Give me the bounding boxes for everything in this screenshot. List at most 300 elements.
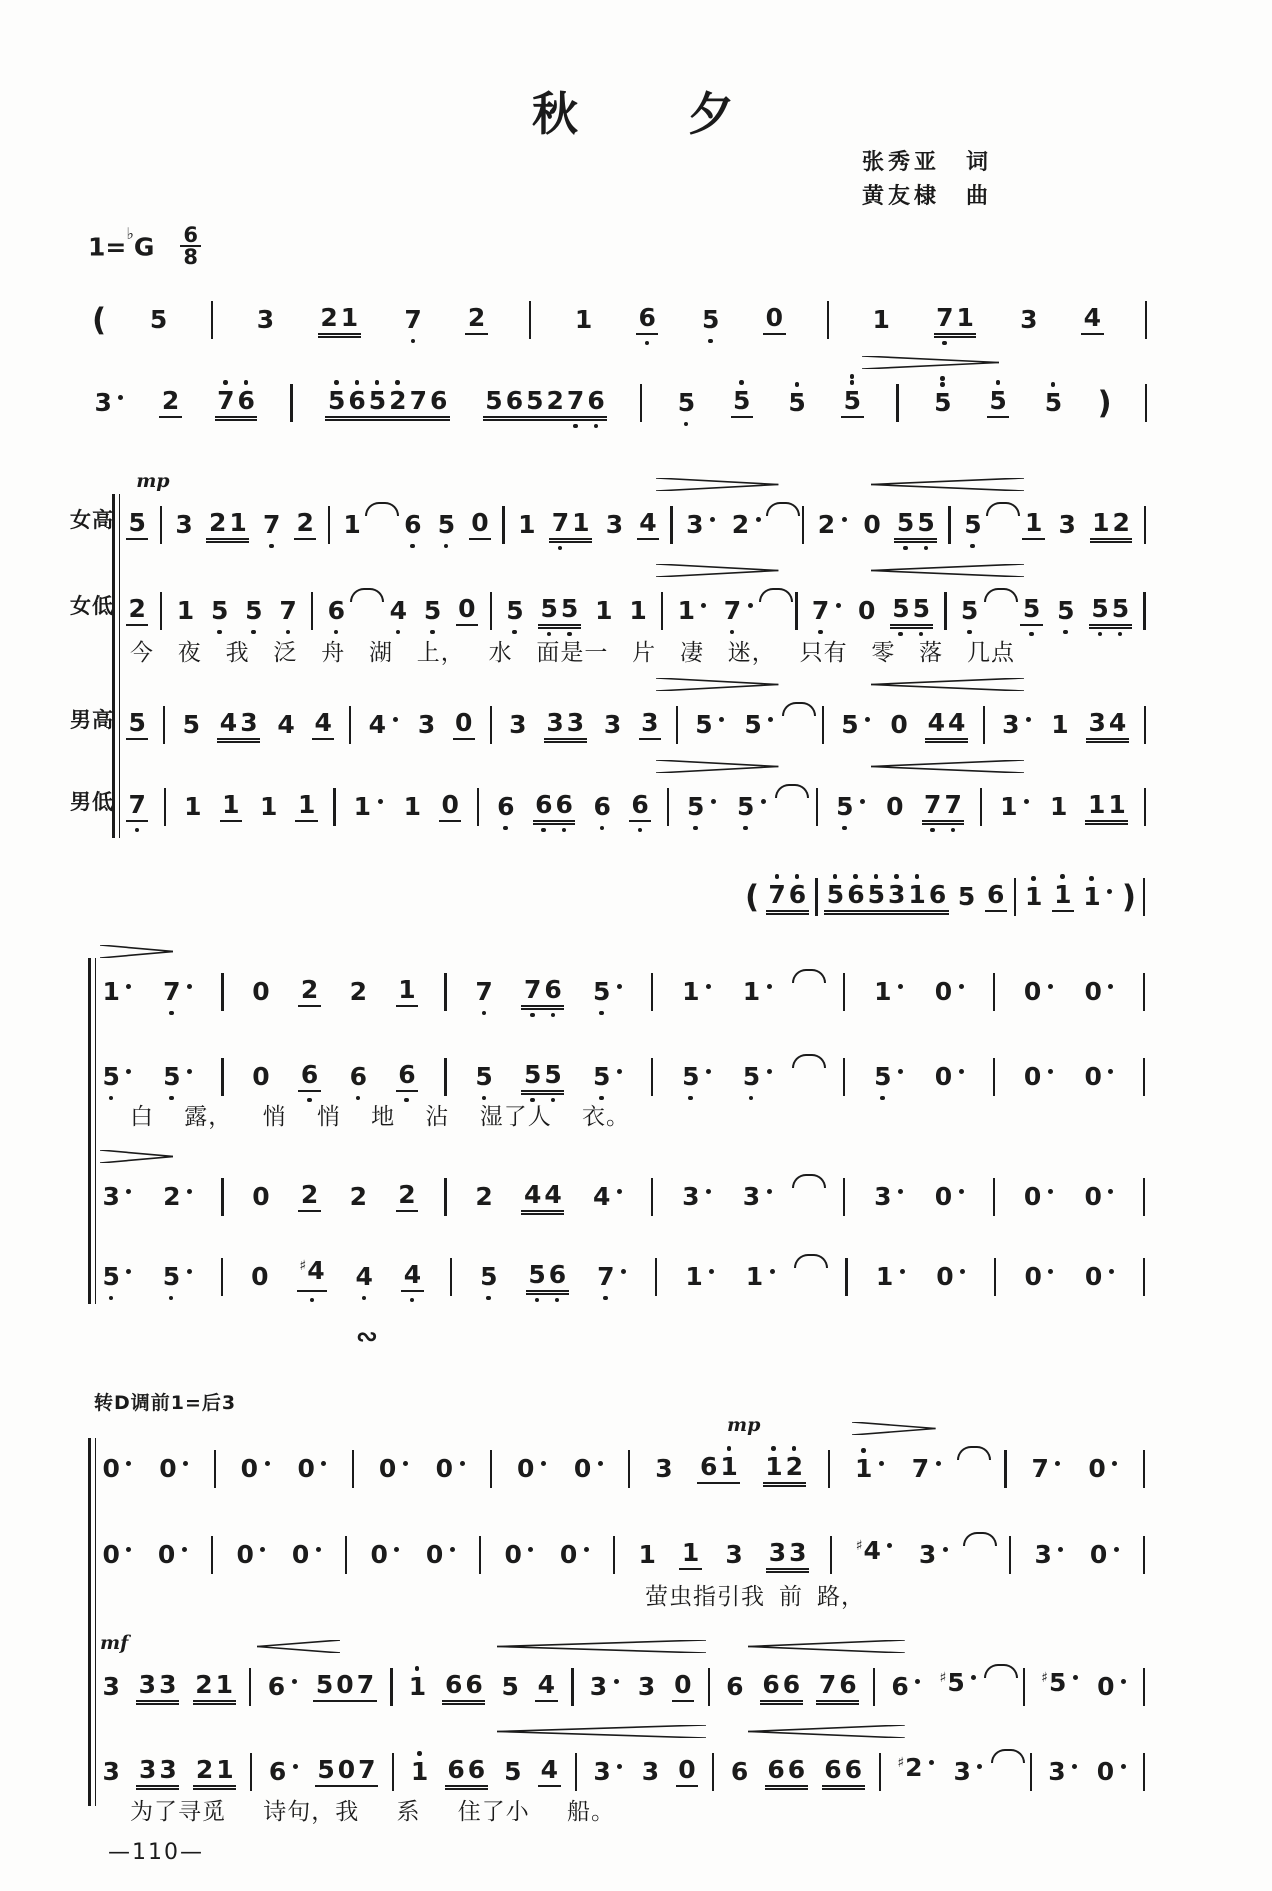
note-digit: 1 [353,792,372,821]
augmentation-dot [898,984,903,989]
barline [843,973,845,1011]
tie-arc [759,588,793,602]
barline [502,506,504,544]
lyric-syllable: 萤虫指引我 [645,1584,765,1610]
note-digit: 1 [574,305,593,334]
note-digit: 5 [895,508,915,538]
octave-dot-below [551,1013,556,1018]
note-digit: 5 [681,1062,701,1092]
note-digit: 4 [927,708,945,737]
note-digit: 5 [539,594,559,624]
tie-arc [984,588,1018,602]
decrescendo-hairpin [100,945,173,958]
barline [980,788,982,826]
barline [655,1258,657,1296]
note-group [932,977,966,1007]
note-digit: 6 [429,386,448,415]
note-group [516,510,538,540]
double-beam [521,1213,564,1215]
tenor-line [126,700,1146,740]
note-group [456,594,478,626]
barline [1144,506,1146,544]
barline [708,1668,710,1706]
note-digit: 1 [409,1757,429,1787]
octave-dot-above [415,1666,420,1671]
note-group [557,1540,591,1570]
note-digit: 5 [559,594,579,624]
note-group [962,510,984,540]
note-digit: 6 [824,1755,842,1784]
note-group [396,1180,418,1212]
note-digit: 0 [1084,1182,1102,1211]
octave-dot-above [1089,876,1094,881]
voice-label-alto: 女低 [70,594,114,618]
sharp-icon: ♯ [897,1755,905,1771]
note-digit: 0 [559,1540,578,1569]
note-group [445,1755,488,1787]
note-digit: 1 [719,1452,739,1482]
meter-numerator: 6 [180,225,201,247]
note-group [853,1536,895,1570]
lyric-syllable: 白 [130,1104,154,1130]
note-digit: 5 [741,1062,761,1092]
double-beam [922,823,965,825]
barline [164,788,166,826]
note-digit: 5 [959,596,979,626]
octave-dot-below [600,826,605,831]
double-beam [526,1293,569,1295]
note-digit: 7 [409,386,427,415]
octave-dot-above [1060,874,1065,879]
note-digit: 6 [891,1672,909,1701]
barline [815,878,817,916]
note-group [1095,1672,1129,1702]
note-group [743,1262,777,1292]
note-group [507,710,529,740]
octave-dot-below [530,1013,535,1018]
augmentation-dot [1108,984,1113,989]
note-group [465,303,487,335]
note-group [1085,790,1128,822]
note-group [742,710,776,740]
note-group [402,305,424,335]
augmentation-dot [1048,984,1053,989]
octave-dot-above [334,380,339,385]
augmentation-dot [1114,1547,1119,1552]
octave-dot-below [942,341,947,346]
note-digit: 2 [546,386,564,415]
double-beam [193,1703,236,1705]
note-digit: 5 [505,596,525,626]
note-digit: 3 [641,708,659,737]
double-beam [765,1788,808,1790]
double-beam [766,1571,809,1573]
barline [816,788,818,826]
note-digit: 2 [817,510,836,539]
note-digit: 3 [1088,708,1106,737]
note-digit: 1 [102,977,120,1006]
barline [1014,878,1016,916]
barline [1144,788,1146,826]
note-group [1082,1262,1116,1292]
note-digit: 0 [435,1454,454,1483]
note-digit: 7 [278,596,298,626]
credits [862,146,1122,214]
octave-dot-below [743,826,748,831]
double-beam [934,336,977,338]
note-digit: 3 [175,510,193,539]
note-group [1056,510,1078,540]
octave-dot-below [410,1298,415,1303]
lyric-syllable: 诗句，我 [263,1799,360,1825]
lyric-syllable: 地 [371,1104,396,1130]
barline [221,973,223,1011]
note-digit: 7 [818,1670,837,1699]
note-digit: 6 [397,1060,417,1090]
note-group [439,790,461,822]
note-digit: 0 [863,510,881,539]
note-digit: 3 [94,388,112,417]
note-digit: 1 [1092,508,1110,537]
note-digit: 5 [1043,388,1063,418]
note-digit: 0 [425,1540,444,1569]
note-group [499,1672,521,1702]
octave-dot-above [850,380,855,385]
note-group [341,510,363,540]
octave-dot-below [482,1011,487,1016]
intro-line-2 [92,378,1147,421]
lyric-syllable: 泛 [273,640,298,666]
octave-dot-below [169,1296,174,1301]
note-group [298,1060,320,1092]
note-digit: 1 [1000,792,1018,821]
octave-dot-above [940,376,945,381]
barline [1023,1668,1025,1706]
double-beam [318,336,361,338]
note-digit: 0 [1084,1262,1103,1291]
note-digit: 0 [517,1454,535,1483]
note-digit: 4 [1108,708,1127,737]
double-beam [217,741,260,743]
note-digit: 3 [159,1670,177,1699]
augmentation-dot [768,717,773,722]
barline [983,706,985,744]
note-digit: 3 [417,710,436,739]
barline [613,1536,615,1574]
octave-dot-above [355,380,360,385]
note-digit: 2 [128,594,146,623]
augmentation-dot [126,984,131,989]
double-beam [763,1485,806,1487]
bass-line [126,782,1146,822]
note-group [295,790,317,822]
note-digit: 6 [467,1755,486,1784]
barline [328,506,330,544]
note-group [401,792,423,822]
barline [1143,1668,1145,1706]
augmentation-dot [316,1547,321,1552]
augmentation-dot [1108,1069,1113,1074]
decrescendo-hairpin [852,1422,936,1435]
barline [575,1753,577,1791]
note-digit: 3 [102,1182,120,1211]
note-digit: 6 [846,880,866,910]
double-beam [136,1703,179,1705]
lyric-syllable: 几点 [966,640,1015,666]
note-group [603,510,625,540]
barline [477,788,479,826]
note-group [473,1062,495,1092]
note-digit: 6 [236,386,256,416]
note-digit: 5 [732,386,752,416]
note-group [157,1454,191,1484]
barline [160,506,162,544]
note-group [932,388,954,418]
barline [211,1536,213,1574]
barline [827,301,829,339]
barline [944,592,946,630]
lyric-line-4 [130,1793,615,1826]
barline [290,384,292,422]
note-digit: 0 [458,594,476,623]
note-digit: 5 [701,305,721,335]
note-digit: 0 [102,1454,120,1483]
note-digit: 7 [522,975,542,1005]
note-digit: 3 [1034,1540,1052,1569]
octave-dot-below [562,828,567,833]
note-group [147,305,169,335]
augmentation-dot [403,1461,408,1466]
barline [1143,1450,1145,1488]
note-group [888,710,910,740]
note-group [502,1540,536,1570]
note-digit: 0 [678,1755,696,1784]
note-group [693,710,727,740]
octave-dot-above [375,380,380,385]
augmentation-dot [959,1069,964,1074]
augmentation-dot [767,984,772,989]
note-group [289,1540,323,1570]
page-number: —110— [108,1840,204,1865]
tie-arc [792,1174,826,1188]
lyric-syllable: 片 [632,640,657,666]
barline [250,1753,252,1791]
note-digit: 0 [455,708,473,737]
note-digit: 2 [388,386,408,416]
note-digit: 7 [474,977,494,1007]
note-group [672,1670,694,1702]
double-beam [538,627,581,629]
note-digit: 7 [1031,1454,1049,1483]
lyric-line-3 [645,1578,865,1611]
time-signature [180,225,201,267]
lyric-line-1 [130,634,1015,667]
note-digit: 5 [592,977,612,1007]
note-group [533,790,576,822]
note-group [469,508,491,540]
barline [948,506,950,544]
system2-line-4 [100,1252,1145,1292]
augmentation-dot [860,799,865,804]
double-beam [1086,741,1129,743]
barline [1009,1536,1011,1574]
octave-dot-above [915,874,920,879]
note-digit: 2 [349,977,367,1006]
octave-dot-below [951,828,956,833]
note-group [1022,508,1044,540]
hairpin-mark [257,1640,341,1654]
augmentation-dot [936,1461,941,1466]
note-digit: 6 [762,1670,780,1699]
note-digit: 4 [1083,303,1102,332]
octave-dot-below [411,339,416,344]
augmentation-dot [541,1461,546,1466]
note-group [538,1755,560,1787]
note-digit: 0 [252,1062,270,1091]
octave-dot-above [833,874,838,879]
note-group [872,1062,906,1092]
note-group [313,1670,376,1702]
augmentation-dot [1109,1269,1114,1274]
note-group [680,977,714,1007]
note-group [916,1540,950,1570]
augmentation-dot [460,1461,465,1466]
note-digit: ♯4 [298,1256,326,1290]
note-digit: 1 [681,1538,700,1567]
crescendo-hairpin [871,564,1024,577]
lyric-syllable: 衣。 [581,1104,630,1130]
note-digit: 5 [933,388,953,418]
note-digit: 5 [873,1062,893,1092]
note-digit: 1 [638,1540,656,1569]
parenthesis: ( [745,879,760,915]
note-group [894,508,937,540]
lyric-syllable: 今 [130,640,154,666]
note-digit: 1 [184,792,202,821]
octave-dot-below [1118,632,1123,637]
note-digit: 5 [161,1262,181,1292]
barline [214,1450,216,1488]
note-digit: 3 [887,880,907,910]
augmentation-dot [187,1069,192,1074]
note-group [985,880,1007,912]
crescendo-hairpin [871,760,1024,773]
octave-dot-below [684,422,689,427]
note-group [593,596,615,626]
note-group [884,792,906,822]
note-digit: 1 [742,977,761,1006]
augmentation-dot [977,1764,982,1769]
intro-line-1 [92,295,1147,338]
note-digit: 5 [436,510,456,540]
barline [529,301,531,339]
note-digit: ♯2 [897,1753,923,1782]
hairpin-mark [748,1725,905,1739]
note-digit: 1 [1024,882,1044,912]
note-group [822,1755,865,1787]
augmentation-dot [187,1269,192,1274]
octave-dot-below [362,1296,367,1301]
augmentation-dot [1048,1269,1053,1274]
crescendo-hairpin [257,1640,341,1653]
augmentation-dot [706,1189,711,1194]
note-digit: 6 [347,386,367,416]
note-group [601,710,623,740]
note-group [208,596,230,626]
augmentation-dot [706,984,711,989]
note-digit: 2 [320,303,338,332]
crescendo-hairpin [497,1640,706,1653]
key-signature [88,224,201,268]
note-digit: 7 [911,1454,930,1483]
note-group [243,596,265,626]
note-group [731,386,753,418]
octave-dot-above [894,874,899,879]
barline [163,706,165,744]
note-group [934,1262,968,1292]
double-beam [824,913,948,915]
octave-dot-above [874,874,879,879]
note-digit: 5 [825,880,845,910]
note-group [406,1672,428,1702]
note-digit: 6 [543,975,563,1005]
note-group [1046,1757,1080,1787]
lyric-syllable: 凄 [679,640,704,666]
octave-dot-below [693,826,698,831]
note-digit: 1 [407,1672,427,1702]
barline [1143,1178,1145,1216]
note-group [1052,880,1074,912]
note-group [515,1454,549,1484]
note-group [173,510,195,540]
barline [1144,706,1146,744]
note-digit: 3 [1058,510,1076,539]
double-beam [206,541,249,543]
note-group [587,1672,621,1702]
decrescendo-hairpin [656,678,778,691]
octave-dot-above [775,874,780,879]
note-digit: 1 [216,1755,234,1784]
double-beam [521,1008,564,1010]
note-group [636,303,658,335]
barline [1143,973,1145,1011]
octave-dot-below [135,828,140,833]
note-group [872,1182,906,1212]
barline [221,1058,223,1096]
note-digit: 5 [744,710,762,739]
barline [628,1450,630,1488]
note-group [872,977,906,1007]
note-group [100,1540,134,1570]
barline [994,1258,996,1296]
double-beam [215,419,258,421]
note-digit: 4 [948,708,966,737]
note-group [834,792,868,822]
octave-dot-below [930,828,935,833]
augmentation-dot [701,603,706,608]
tie-arc [782,702,816,716]
augmentation-dot [710,517,715,522]
note-digit: 5 [835,792,855,822]
note-digit: 3 [593,1757,611,1786]
note-digit: 0 [240,1454,259,1483]
note-digit: 6 [699,1452,718,1481]
octave-dot-above [795,874,800,879]
note-group [298,975,320,1007]
note-group [100,1757,122,1787]
note-digit: 0 [504,1540,522,1569]
note-digit: 3 [768,1538,787,1567]
